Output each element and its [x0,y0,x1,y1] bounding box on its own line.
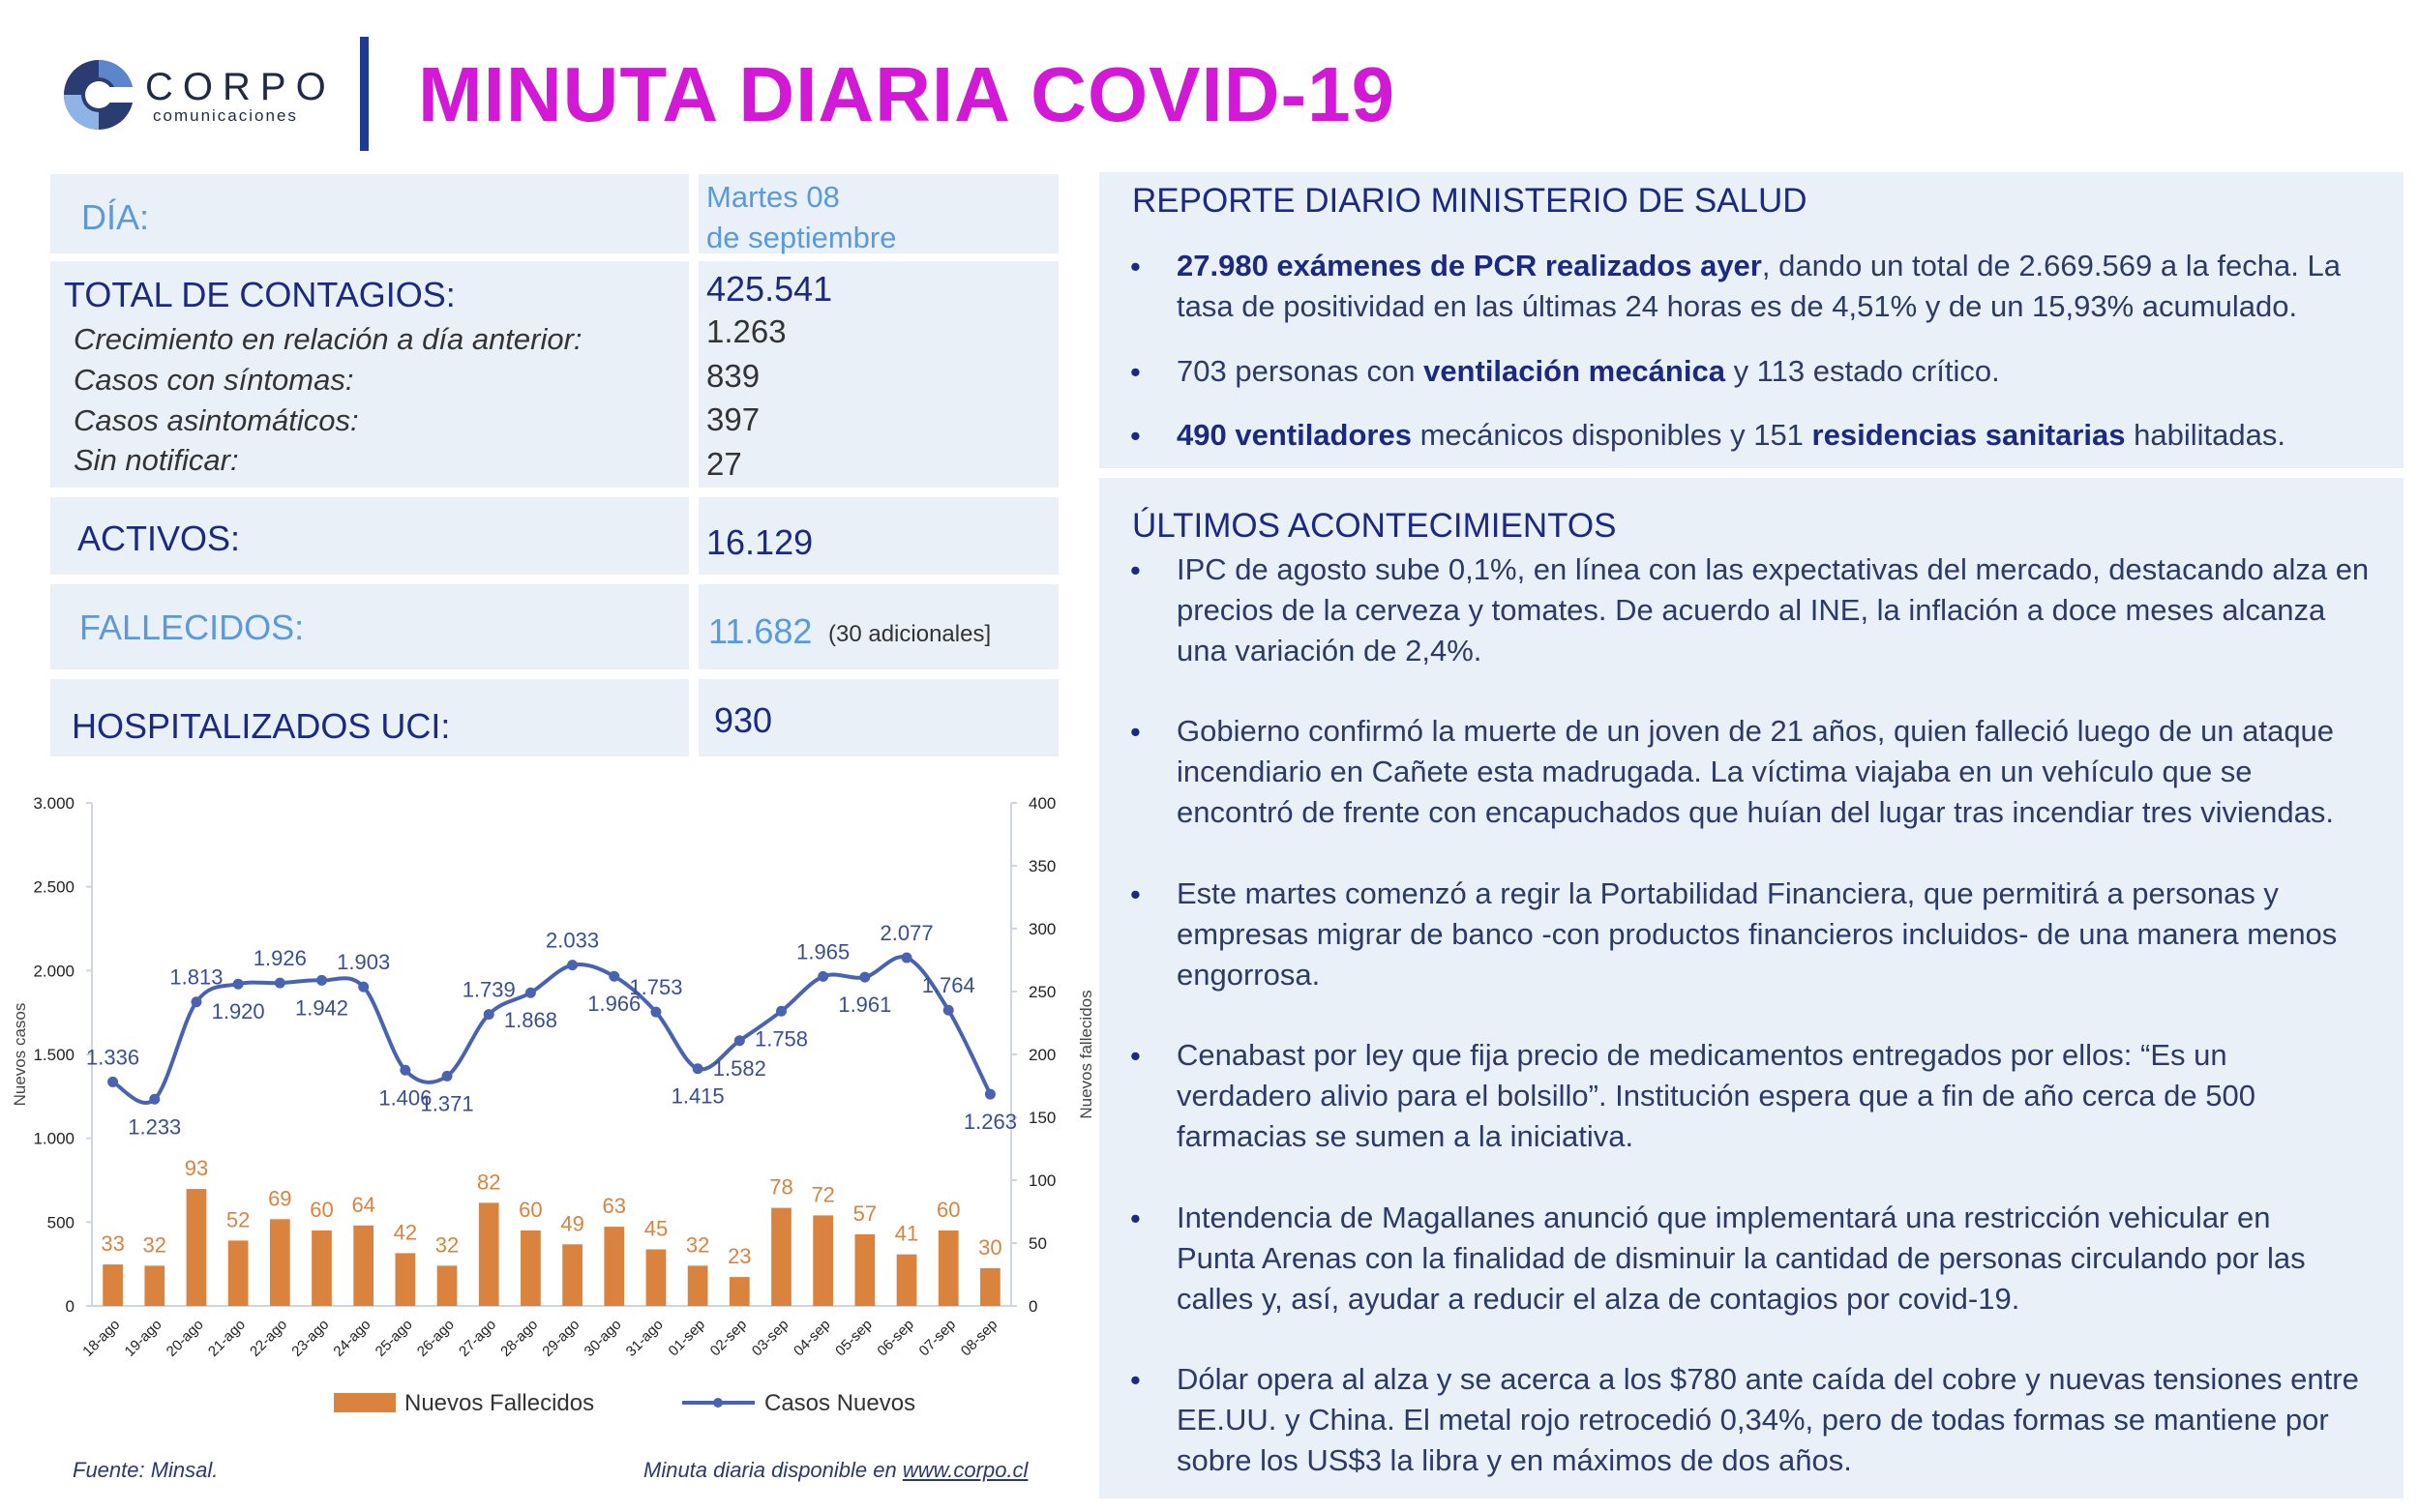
bar-nuevos-fallecidos [396,1253,416,1306]
left-tick-label: 500 [46,1213,75,1232]
bar-nuevos-fallecidos [228,1240,249,1306]
bar-data-label: 57 [852,1201,878,1226]
event-item-line: Este martes comenzó a regir la Portabilidad Financiera, que permitirá a personas y [1177,876,2279,910]
report-item-1 [1177,246,2386,327]
bar-nuevos-fallecidos [855,1234,876,1306]
bar-nuevos-fallecidos [437,1265,458,1306]
bar-data-label: 42 [393,1220,418,1245]
event-item [1177,1359,2396,1481]
bullet-dot: • [1130,355,1141,389]
event-item-line: verdadero alivio para el bolsillo”. Institución espera que a fin de año cerca de 500 [1177,1079,2255,1112]
line-point-casos-nuevos [358,982,369,993]
bar-nuevos-fallecidos [897,1255,917,1306]
x-tick-label: 23-ago [288,1316,333,1360]
x-tick-label: 26-ago [413,1316,458,1360]
event-item-line: Intendencia de Magallanes anunció que implementará una restricción vehicular en [1177,1201,2271,1234]
line-data-label: 1.758 [754,1026,809,1052]
event-item [1177,1198,2396,1319]
active-label: ACTIVOS: [77,519,241,558]
line-data-label: 1.415 [671,1083,725,1109]
line-point-casos-nuevos [525,988,536,998]
header-divider [360,37,369,151]
line-data-label: 1.813 [169,964,224,990]
line-point-casos-nuevos [776,1006,787,1017]
report-item-2-post: y 113 estado crítico. [1724,354,2000,388]
x-tick-label: 29-ago [539,1316,583,1360]
line-data-label: 1.406 [378,1085,433,1111]
x-tick-label: 05-sep [832,1316,876,1360]
bar-nuevos-fallecidos [187,1189,207,1306]
day-value-line1: Martes 08 [706,180,840,214]
line-point-casos-nuevos [484,1009,494,1020]
bar-nuevos-fallecidos [980,1268,1000,1306]
unreported-value: 27 [706,446,742,482]
footer-availability [643,1458,1028,1483]
right-axis-title: Nuevos fallecidos [1077,990,1095,1119]
line-data-label: 1.961 [838,993,892,1018]
bar-data-label: 69 [268,1186,292,1211]
line-point-casos-nuevos [275,978,285,989]
report-item-2-bold: ventilación mecánica [1423,354,1725,388]
event-item-line: farmacias se sumen a la iniciativa. [1177,1119,1634,1153]
event-item-line: incendiario en Cañete esta madrugada. La víctima viajaba en un vehículo que se [1177,755,2253,788]
bar-data-label: 49 [560,1211,584,1236]
right-tick-label: 400 [1029,794,1057,813]
x-tick-label: 03-sep [748,1316,792,1360]
bar-nuevos-fallecidos [312,1230,332,1306]
legend-bar-label: Nuevos Fallecidos [404,1390,595,1416]
report-item-2 [1177,351,2386,392]
left-tick-label: 2.500 [33,877,75,897]
bar-data-label: 52 [225,1207,251,1232]
bar-data-label: 60 [310,1198,334,1222]
right-tick-label: 300 [1029,920,1057,938]
event-item [1177,874,2396,995]
bullet-dot: • [1130,419,1141,453]
bar-data-label: 64 [351,1192,375,1217]
right-tick-label: 50 [1029,1234,1047,1253]
report-item-3 [1177,415,2386,456]
footer-source: Fuente: Minsal. [73,1458,219,1482]
legend-line-label: Casos Nuevos [764,1390,916,1416]
line-point-casos-nuevos [818,971,828,982]
line-data-label: 1.926 [253,946,307,971]
bar-nuevos-fallecidos [688,1265,708,1306]
corpo-link[interactable]: www.corpo.cl [902,1458,1029,1482]
line-data-label: 1.966 [587,992,642,1017]
bar-data-label: 60 [936,1198,961,1222]
deaths-extra: (30 adicionales] [828,621,992,647]
line-point-casos-nuevos [859,972,870,983]
legend-bar-swatch [334,1393,396,1412]
event-item-line: sobre los US$3 la libra y en máximos de dos años. [1177,1443,1852,1477]
unreported-label: Sin notificar: [74,443,239,477]
bar-nuevos-fallecidos [730,1277,750,1306]
report-item-2-pre: 703 personas con [1177,354,1424,388]
event-item-line: precios de la cerveza y tomates. De acuerdo al INE, la inflación a doce meses alcanza [1177,593,2326,627]
bar-nuevos-fallecidos [939,1230,959,1306]
corpo-logo-icon [60,56,137,133]
line-point-casos-nuevos [734,1035,745,1046]
right-tick-label: 350 [1029,857,1057,875]
events-title: ÚLTIMOS ACONTECIMIENTOS [1132,507,1617,545]
event-item [1177,711,2396,833]
x-tick-label: 04-sep [791,1316,834,1360]
right-tick-label: 100 [1029,1171,1057,1190]
left-tick-label: 3.000 [33,794,75,813]
bar-data-label: 33 [101,1231,125,1257]
line-point-casos-nuevos [609,971,619,982]
line-point-casos-nuevos [107,1077,118,1087]
event-item-line: una variación de 2,4%. [1177,634,1482,667]
event-item-line: IPC de agosto sube 0,1%, en línea con las expectativas del mercado, destacando alza en [1177,552,2370,586]
report-item-1-bold: 27.980 exámenes de PCR realizados ayer [1177,249,1762,282]
bullet-dot: • [1130,1039,1141,1073]
x-tick-label: 30-ago [581,1316,625,1360]
growth-label: Crecimiento en relación a día anterior: [74,322,582,356]
x-tick-label: 27-ago [455,1316,500,1360]
bar-data-label: 30 [978,1235,1002,1260]
bar-data-label: 63 [602,1194,627,1219]
symptoms-label: Casos con síntomas: [74,363,354,397]
x-tick-label: 20-ago [163,1316,207,1360]
bar-data-label: 32 [434,1232,460,1258]
page-title: MINUTA DIARIA COVID-19 [418,51,1396,137]
bullet-dot: • [1130,250,1141,283]
line-point-casos-nuevos [233,979,244,990]
icu-label: HOSPITALIZADOS UCI: [72,706,451,746]
event-item-line: Punta Arenas con la finalidad de disminuir la cantidad de personas circulando por las [1177,1241,2306,1275]
bar-nuevos-fallecidos [270,1219,290,1306]
report-item-1-line2: tasa de positividad en las últimas 24 horas es de 4,51% y de un 15,93% acumulado. [1177,289,2298,323]
line-data-label: 1.764 [921,973,975,998]
bar-data-label: 60 [519,1198,543,1222]
event-item-line: empresas migrar de banco -con productos financieros incluidos- de una manera menos [1177,917,2338,951]
line-point-casos-nuevos [693,1063,703,1074]
total-cases-label: TOTAL DE CONTAGIOS: [64,275,456,314]
x-tick-label: 19-ago [121,1316,165,1360]
left-tick-label: 1.500 [33,1046,75,1064]
x-tick-label: 21-ago [204,1316,249,1360]
x-tick-label: 08-sep [957,1316,1001,1360]
total-cases-value: 425.541 [706,269,833,309]
x-tick-label: 18-ago [79,1316,124,1360]
footer-available-text: Minuta diaria disponible en [643,1458,903,1482]
line-point-casos-nuevos [149,1094,160,1105]
bar-nuevos-fallecidos [479,1202,499,1306]
bullet-dot: • [1130,877,1141,911]
line-data-label: 1.336 [86,1045,140,1070]
covid-chart [0,782,1103,1478]
line-data-label: 1.942 [294,995,349,1021]
event-item-line: Dólar opera al alza y se acerca a los $780 ante caída del cobre y nuevas tensiones entre [1177,1362,2359,1396]
bar-data-label: 82 [476,1170,501,1195]
left-tick-label: 0 [65,1297,75,1316]
report-item-3-bold2: residencias sanitarias [1811,418,2126,452]
line-point-casos-nuevos [400,1065,410,1076]
bar-data-label: 32 [142,1232,167,1258]
line-data-label: 1.753 [629,975,683,1000]
line-point-casos-nuevos [985,1089,996,1100]
line-data-label: 1.903 [337,950,391,975]
line-data-label: 1.233 [128,1114,182,1140]
asymptomatic-value: 397 [706,401,761,437]
left-axis-title: Nuevos casos [11,1002,29,1107]
day-label: DÍA: [81,197,150,237]
bullet-dot: • [1130,1201,1141,1235]
active-value: 16.129 [706,522,814,562]
line-data-label: 1.582 [712,1055,766,1081]
event-item-line: calles y, así, ayudar a reducir el alza de contagios por covid-19. [1177,1282,2020,1316]
report-item-3-post: habilitadas. [2125,418,2285,452]
symptoms-value: 839 [706,358,761,394]
event-item-line: engorrosa. [1177,958,1321,992]
right-tick-label: 250 [1029,983,1057,1001]
bar-data-label: 45 [643,1216,669,1241]
day-value-line2: de septiembre [706,221,897,254]
x-tick-label: 01-sep [665,1316,708,1360]
line-data-label: 1.868 [503,1008,557,1033]
report-title: REPORTE DIARIO MINISTERIO DE SALUD [1132,182,1807,220]
logo-subtitle: comunicaciones [153,106,298,125]
legend-line-marker [713,1398,723,1408]
line-data-label: 1.263 [963,1110,1017,1135]
x-tick-label: 24-ago [330,1316,374,1360]
x-tick-label: 25-ago [372,1316,416,1360]
bar-nuevos-fallecidos [353,1226,373,1306]
bar-nuevos-fallecidos [646,1250,667,1307]
x-tick-label: 02-sep [706,1316,751,1360]
bar-data-label: 93 [184,1156,209,1181]
line-point-casos-nuevos [442,1071,453,1082]
bullet-dot: • [1130,553,1141,587]
left-tick-label: 1.000 [33,1129,75,1148]
bar-nuevos-fallecidos [103,1264,123,1306]
line-data-label: 1.739 [462,977,516,1002]
x-tick-label: 22-ago [247,1316,291,1360]
x-tick-label: 07-sep [915,1316,960,1360]
bar-data-label: 23 [728,1244,752,1269]
line-data-label: 2.033 [546,928,600,953]
line-data-label: 1.965 [796,939,851,964]
corpo-logo [60,56,341,133]
deaths-label: FALLECIDOS: [79,608,305,647]
x-tick-label: 06-sep [874,1316,917,1360]
event-item [1177,1035,2396,1157]
icu-value: 930 [714,700,773,740]
line-data-label: 1.920 [211,999,265,1024]
line-point-casos-nuevos [902,952,912,963]
line-data-label: 1.371 [420,1091,474,1116]
bar-nuevos-fallecidos [813,1215,833,1306]
line-point-casos-nuevos [567,960,578,970]
deaths-value: 11.682 [708,611,813,651]
right-tick-label: 150 [1029,1109,1057,1127]
left-tick-label: 2.000 [33,962,75,981]
line-data-label: 2.077 [880,920,934,945]
bar-nuevos-fallecidos [562,1244,582,1306]
bar-nuevos-fallecidos [771,1208,791,1306]
report-item-1-rest: , dando un total de 2.669.569 a la fecha. La [1761,249,2341,282]
line-point-casos-nuevos [316,975,327,986]
event-item [1177,549,2396,671]
report-item-3-bold1: 490 ventiladores [1177,418,1412,452]
line-point-casos-nuevos [191,996,201,1007]
logo-wordmark: CORPO [145,66,336,108]
bar-nuevos-fallecidos [144,1265,164,1306]
asymptomatic-label: Casos asintomáticos: [74,403,359,437]
bar-nuevos-fallecidos [604,1227,624,1306]
bullet-dot: • [1130,715,1141,749]
line-point-casos-nuevos [943,1005,954,1016]
bullet-dot: • [1130,1363,1141,1397]
bar-data-label: 72 [811,1182,835,1207]
line-point-casos-nuevos [650,1007,661,1018]
event-item-line: Gobierno confirmó la muerte de un joven de 21 años, quien falleció luego de un ataque [1177,714,2335,748]
event-item-line: Cenabast por ley que fija precio de medicamentos entregados por ellos: “Es un [1177,1038,2227,1072]
bar-data-label: 78 [769,1174,793,1200]
x-tick-label: 28-ago [497,1316,542,1360]
x-tick-label: 31-ago [622,1316,667,1360]
event-item-line: encontró de frente con encapuchados que huían del lugar tras incendiar tres viviendas. [1177,795,2334,829]
bar-data-label: 32 [685,1232,710,1258]
event-item-line: EE.UU. y China. El metal rojo retrocedió 0,34%, pero de todas formas se mantiene por [1177,1403,2329,1437]
bar-nuevos-fallecidos [521,1230,541,1306]
growth-value: 1.263 [706,313,787,349]
right-tick-label: 200 [1029,1046,1057,1064]
report-item-3-mid: mecánicos disponibles y 151 [1411,418,1812,452]
bar-data-label: 41 [894,1221,919,1246]
right-tick-label: 0 [1029,1297,1038,1316]
